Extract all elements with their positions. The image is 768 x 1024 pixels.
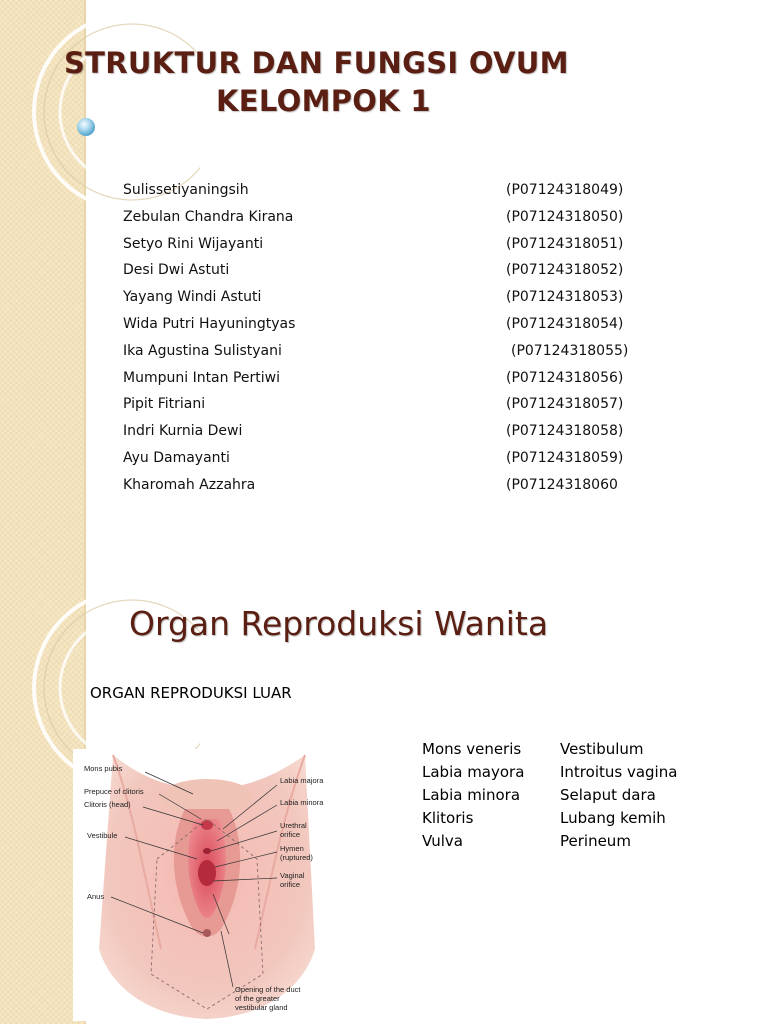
member-nim: (P07124318060: [506, 476, 618, 493]
member-row: [123, 312, 643, 339]
member-row: [123, 339, 643, 366]
member-name: Ika Agustina Sulistyani: [123, 342, 282, 359]
slide-1-title: [64, 44, 624, 120]
label-vestibule: Vestibule: [87, 831, 118, 840]
label-vaginal-1: Vaginal: [280, 871, 305, 880]
member-name: Kharomah Azzahra: [123, 476, 256, 493]
member-row: [123, 178, 643, 205]
terms-column-1: [422, 738, 524, 853]
term: Klitoris: [422, 809, 474, 827]
member-row: [123, 258, 643, 285]
label-mons-pubis: Mons pubis: [84, 764, 123, 773]
slide-2: [0, 576, 768, 1024]
label-urethral-1: Urethral: [280, 821, 307, 830]
title-line-2: KELOMPOK 1: [216, 84, 431, 118]
term: Vestibulum: [560, 740, 644, 758]
member-row: [123, 419, 643, 446]
member-nim: (P07124318059): [506, 449, 624, 466]
member-nim: (P07124318050): [506, 208, 624, 225]
member-name: Sulissetiyaningsih: [123, 182, 249, 198]
label-duct-2: of the greater: [235, 994, 280, 1003]
anatomy-illustration: [73, 749, 341, 1021]
member-row: [123, 473, 643, 500]
terms-column-2: [560, 738, 677, 853]
slide-2-title: Organ Reproduksi Wanita: [129, 604, 549, 643]
member-name: Ayu Damayanti: [123, 449, 230, 466]
member-list: [123, 178, 643, 500]
label-vaginal-2: orifice: [280, 880, 301, 889]
member-name: Yayang Windi Astuti: [123, 289, 262, 306]
section-subtitle: ORGAN REPRODUKSI LUAR: [90, 684, 292, 702]
member-row: [123, 205, 643, 232]
label-duct-1: Opening of the duct: [235, 985, 301, 994]
member-name: Indri Kurnia Dewi: [123, 423, 243, 440]
label-urethral-2: orifice: [280, 830, 301, 839]
member-name: Desi Dwi Astuti: [123, 262, 230, 279]
label-anus: Anus: [87, 892, 105, 901]
member-nim: (P07124318053): [506, 289, 624, 306]
member-name: Wida Putri Hayuningtyas: [123, 315, 296, 332]
member-row: [123, 232, 643, 259]
term: Selaput dara: [560, 786, 656, 804]
member-nim: (P07124318055): [511, 342, 629, 359]
member-name: Mumpuni Intan Pertiwi: [123, 369, 280, 386]
label-duct-3: vestibular gland: [235, 1003, 288, 1012]
member-nim: (P07124318049): [506, 182, 624, 198]
label-clitoris: Clitoris (head): [84, 800, 131, 809]
label-labia-minora: Labia minora: [280, 798, 324, 807]
member-nim: (P07124318056): [506, 369, 624, 386]
member-nim: (P07124318051): [506, 235, 624, 252]
bubble-icon: [77, 118, 95, 136]
member-row: [123, 392, 643, 419]
member-nim: (P07124318057): [506, 396, 624, 413]
label-labia-majora: Labia majora: [280, 776, 324, 785]
term: Introitus vagina: [560, 763, 678, 781]
member-name: Setyo Rini Wijayanti: [123, 235, 264, 252]
member-row: [123, 285, 643, 312]
member-name: Zebulan Chandra Kirana: [123, 208, 294, 225]
term: Lubang kemih: [560, 809, 666, 827]
term: Labia minora: [422, 786, 521, 804]
member-nim: (P07124318052): [506, 262, 624, 279]
label-hymen-1: Hymen: [280, 844, 304, 853]
member-name: Pipit Fitriani: [123, 396, 206, 413]
label-hymen-2: (ruptured): [280, 853, 313, 862]
term: Perineum: [560, 832, 631, 850]
term: Mons veneris: [422, 740, 522, 758]
term: Labia mayora: [422, 763, 525, 781]
anatomy-figure: [73, 749, 341, 1021]
title-line-1: STRUKTUR DAN FUNGSI OVUM: [64, 46, 569, 80]
member-nim: (P07124318058): [506, 423, 624, 440]
term: Vulva: [422, 832, 463, 850]
member-row: [123, 446, 643, 473]
label-prepuce: Prepuce of clitoris: [84, 787, 144, 796]
member-nim: (P07124318054): [506, 315, 624, 332]
member-row: [123, 366, 643, 393]
